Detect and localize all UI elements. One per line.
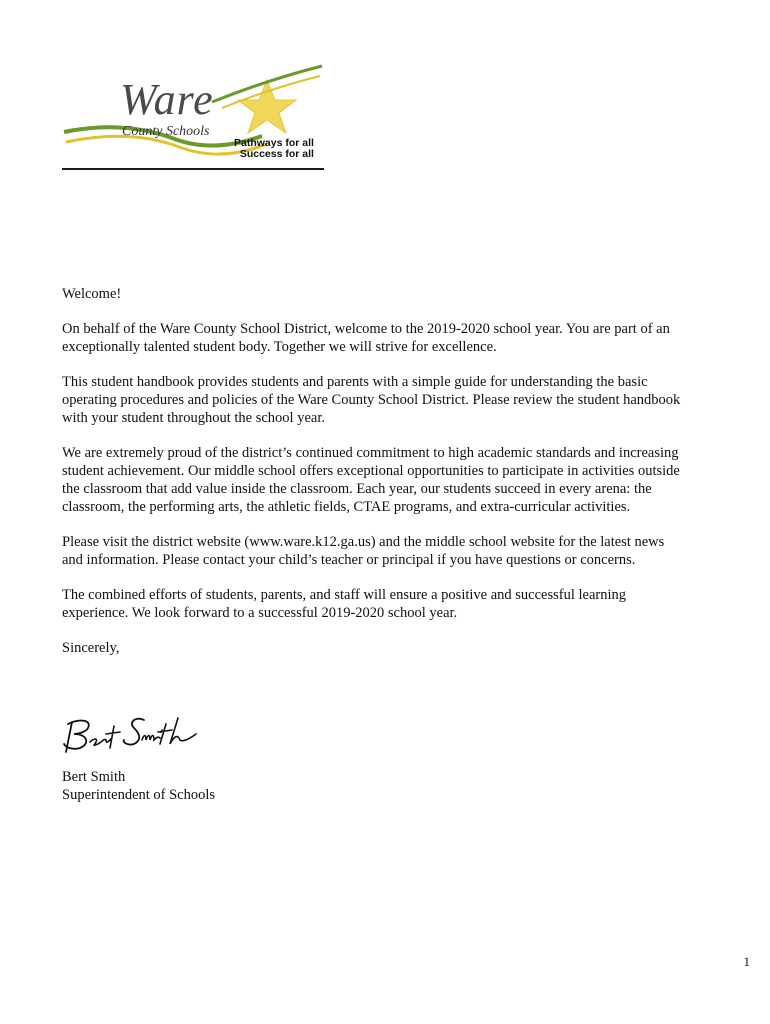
page-number: 1: [743, 954, 750, 969]
closing: Sincerely,: [62, 640, 120, 656]
paragraph-handbook: This student handbook provides students and parents with a simple guide for understanding the basic operating procedures and policies of the Ware County School District. Please review the student handbook with your student throughout the school year.: [62, 374, 681, 426]
district-logo: [62, 62, 324, 172]
greeting: Welcome!: [62, 286, 122, 302]
paragraph-achievement: We are extremely proud of the district’s continued commitment to high academic standards and increasing student achievement. Our middle school offers exceptional opportunities to participate in activities outside the classroom that add value inside the classroom. Each year, our students succeed in every arena: the classroom, the performing arts, the athletic fields, CTAE programs, and extra-curricular activities.: [62, 445, 680, 515]
letter-body: [62, 285, 682, 657]
paragraph-closing: The combined efforts of students, parents, and staff will ensure a positive and successful learning experience. We look forward to a successful 2019-2020 school year.: [62, 587, 627, 621]
logo-subtitle: County Schools: [122, 124, 210, 139]
logo-wordmark: Ware: [120, 75, 214, 124]
signature-block: [62, 768, 215, 804]
handwritten-signature: [58, 712, 218, 762]
tagline-line-1: Pathways for all: [234, 137, 314, 149]
paragraph-website: Please visit the district website (www.ware.k12.ga.us) and the middle school website for the latest news and information. Please contact your child’s teacher or principal if you have questions or concerns.: [62, 534, 665, 568]
logo-divider: [62, 168, 324, 170]
signer-name: Bert Smith: [62, 769, 126, 785]
signer-title: Superintendent of Schools: [62, 787, 216, 803]
tagline-line-2: Success for all: [239, 148, 314, 160]
logo-tagline: [234, 138, 314, 160]
paragraph-welcome: On behalf of the Ware County School District, welcome to the 2019-2020 school year. You are part of an exceptionally talented student body. Together we will strive for excellence.: [62, 321, 670, 355]
